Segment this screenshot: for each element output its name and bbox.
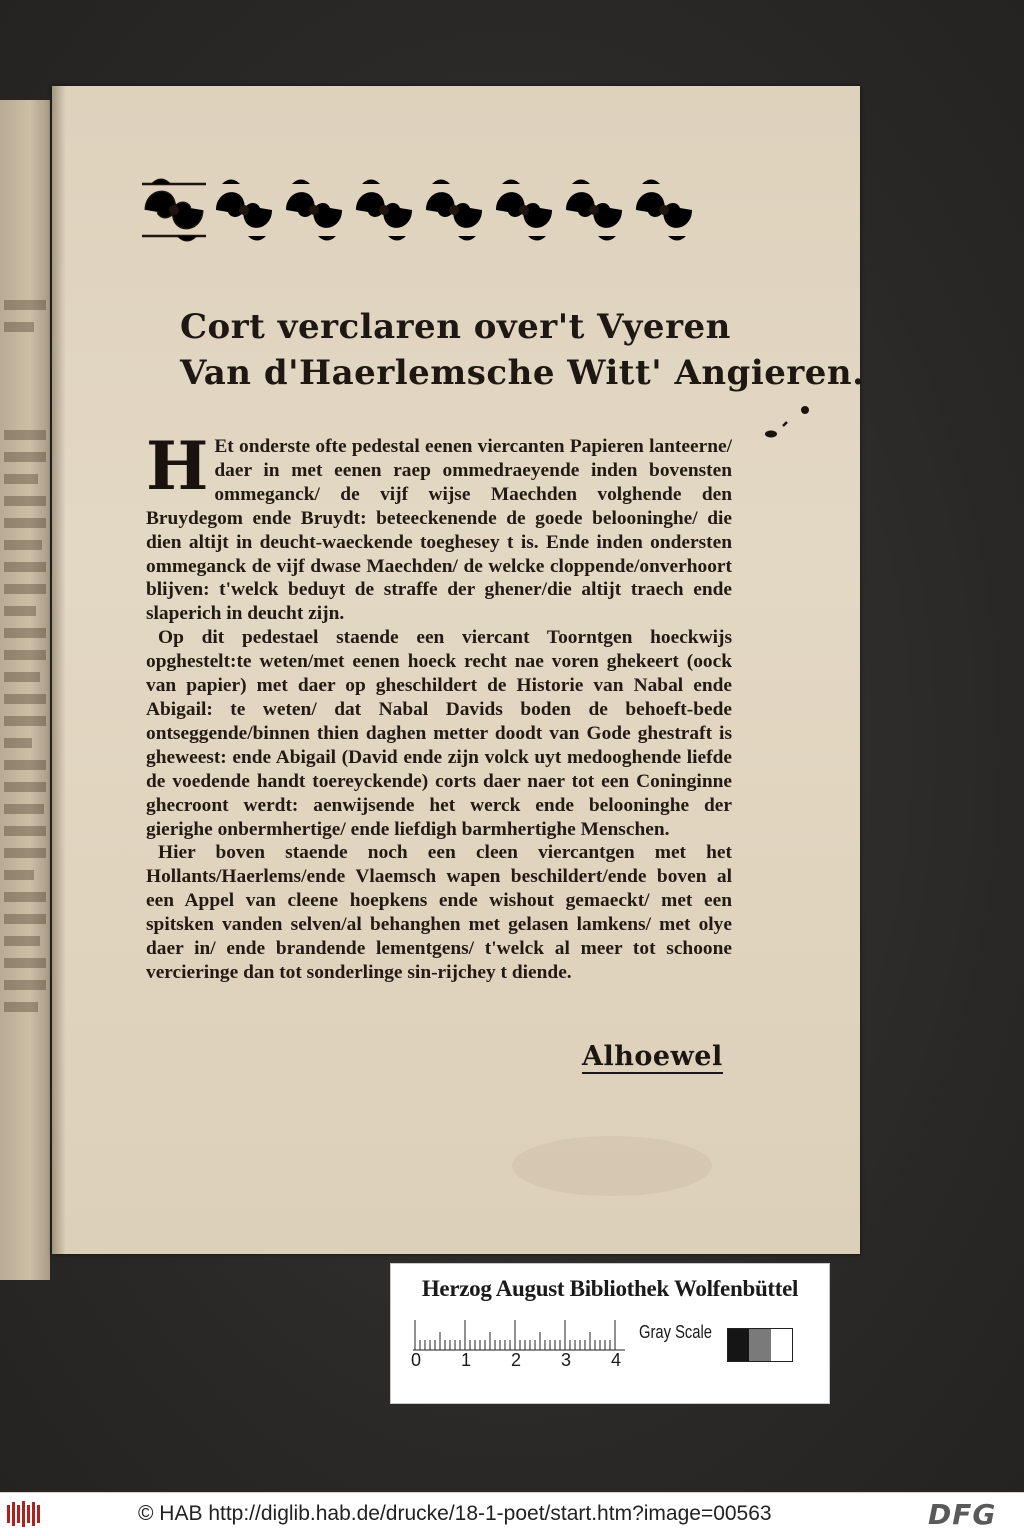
ink-marks (757, 404, 817, 444)
gray-scale-label: Gray Scale (639, 1322, 713, 1342)
drop-cap: H (146, 427, 209, 505)
paragraph-2: Op dit pedestael staende een viercant Toorntgen hoeckwijs opghestelt:te weten/met eenen hoeck recht nae voren ghekeert (oock van papier) met daer op gheschildert de Historie van Nabal ende Abigail: te weten/ dat Nabal Davids boden de behoeft-bede ontseggende/binnen thien daghen metter doodt van Gode ghestraft is gheweest: ende Abigail (David ende zijn volck uyt medooghende liefde de voedende handt toereyckende) corts daer naer tot een Coninginne ghecroont werdt: aenwijsende het werck ende belooninghe der gierighe onbermhertige/ ende liefdigh barmhertighe Menschen. (146, 627, 732, 840)
paragraph-1 (146, 427, 732, 626)
body-text (146, 427, 732, 985)
footer-bar (0, 1492, 1024, 1536)
previous-page-edge (0, 100, 50, 1280)
gray-scale-swatch (727, 1328, 793, 1362)
page-title (180, 304, 865, 396)
ruler-number: 3 (561, 1350, 572, 1370)
paper-stain (512, 1136, 712, 1196)
ornament-band (140, 176, 698, 244)
catchword: Alhoewel (582, 1041, 723, 1072)
ruler-number: 2 (511, 1350, 522, 1370)
book-page (52, 86, 865, 1254)
dfg-logo: DFG (928, 1498, 997, 1531)
paragraph-1-text: Et onderste ofte pedestal eenen viercanten Papieren lanteerne/ daer in met eenen raep ommedraeyende inden bovensten ommeganck/ de vijf wijse Maechden volghende den Bruydegom ende Bruydt: beteeckenende de goede belooninghe/ die dien altijt in deucht-waeckende toeghesey t is. Ende inden ondersten ommeganck de vijf dwase Maechden/ de welcke cloppende/onverhoort blijven: t'welck beduyt de straffe der ghener/die altijt traech ende slaperich in deucht zijn. (146, 436, 732, 625)
ruler-number: 1 (461, 1350, 472, 1370)
title-line-1: Cort verclaren over't Vyeren (180, 307, 731, 347)
ruler-number: 4 (611, 1350, 622, 1370)
ruler (413, 1316, 633, 1352)
title-line-2: Van d'Haerlemsche Witt' Angieren. (180, 353, 865, 393)
ruler-numbers (409, 1350, 639, 1374)
ruler-number: 0 (411, 1350, 422, 1370)
paragraph-3: Hier boven staende noch een cleen viercantgen met het Hollants/Haerlems/ende Vlaemsch wapen beschildert/ende boven al een Appel van cleene hoepkens ende wishout gemaeckt/ met een spitsken vanden selven/al behanghen met gelasen lamkens/ met olye daer in/ ende brandende lementgens/ t'welck al meer tot schoone vercieringe dan tot sonderlinge sin-rijchey t diende. (146, 842, 732, 983)
institution-name: Herzog August Bibliothek Wolfenbüttel (421, 1276, 799, 1301)
hab-logo-icon (6, 1499, 42, 1529)
scale-card (390, 1263, 830, 1404)
footer-citation-link[interactable]: © HAB http://diglib.hab.de/drucke/18-1-poet/start.htm?image=00563 (138, 1502, 772, 1525)
